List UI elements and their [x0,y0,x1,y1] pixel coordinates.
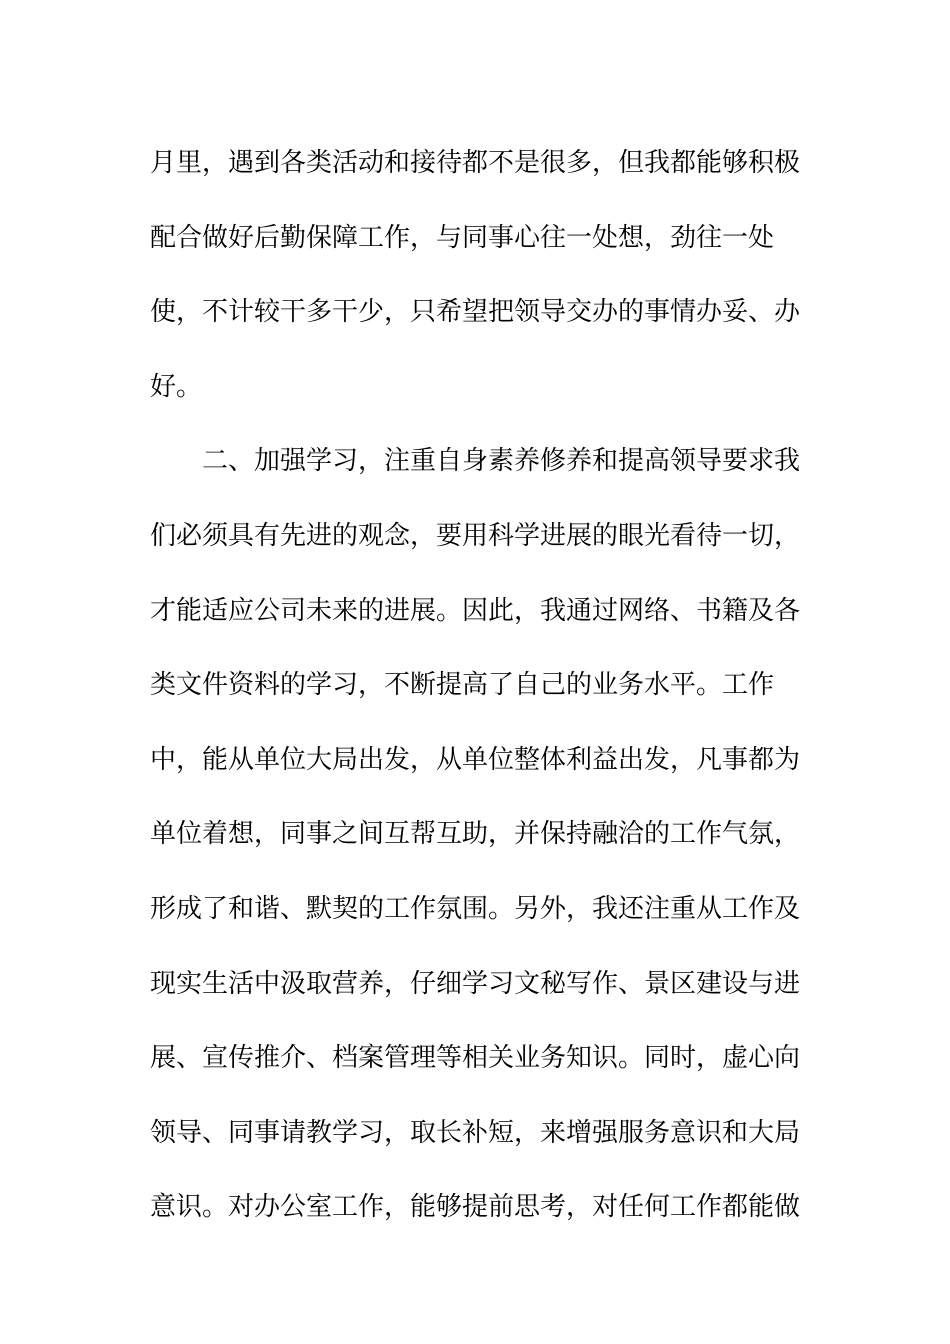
section-heading-line: 二、加强学习，注重自身素养修养和提高领导要求我 [202,446,801,477]
text-line: 领导、同事请教学习，取长补短，来增强服务意识和大局 [150,1117,801,1148]
text-line: 意识。对办公室工作，能够提前思考，对任何工作都能做 [150,1192,801,1223]
text-line: 使，不计较干多干少，只希望把领导交办的事情办妥、办 [150,297,801,328]
body-text [150,126,810,1245]
text-line: 们必须具有先进的观念，要用科学进展的眼光看待一切， [150,520,801,551]
text-line: 现实生活中汲取营养，仔细学习文秘写作、景区建设与进 [150,968,801,999]
text-line: 月里，遇到各类活动和接待都不是很多，但我都能够积极 [150,148,801,178]
text-line: 类文件资料的学习，不断提高了自己的业务水平。工作 [150,670,775,701]
text-line: 中，能从单位大局出发，从单位整体利益出发，凡事都为 [150,744,801,775]
text-line: 才能适应公司未来的进展。因此，我通过网络、书籍及各 [150,595,801,626]
text-line: 展、宣传推介、档案管理等相关业务知识。同时，虚心向 [150,1043,801,1074]
text-line: 好。 [150,371,203,402]
text-line: 形成了和谐、默契的工作氛围。另外，我还注重从工作及 [150,893,801,924]
text-line: 配合做好后勤保障工作，与同事心往一处想，劲往一处 [150,222,775,253]
text-line: 单位着想，同事之间互帮互助，并保持融洽的工作气氛， [150,819,801,850]
